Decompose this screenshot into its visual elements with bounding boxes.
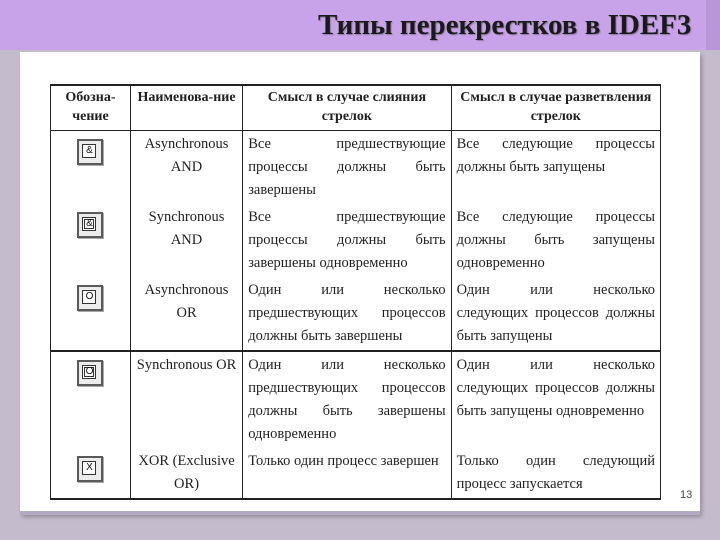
split-cell: Один или несколько следующих процессов должны быть запущены xyxy=(451,277,660,351)
junction-glyph: O xyxy=(82,290,96,304)
split-cell: Все следующие процессы должны быть запущены одновременно xyxy=(451,204,660,277)
designation-cell xyxy=(51,448,131,499)
asynchronous-or-junction-icon xyxy=(77,285,103,311)
table-row xyxy=(51,448,661,499)
table-row xyxy=(51,204,661,277)
designation-cell xyxy=(51,131,131,205)
header-split-meaning: Смысл в случае разветвления стрелок xyxy=(451,85,660,131)
header-designation: Обозна-чение xyxy=(51,85,131,131)
junction-glyph: & xyxy=(82,144,96,158)
junction-glyph: O xyxy=(82,365,96,379)
table-row xyxy=(51,351,661,448)
xor-junction-icon xyxy=(77,456,103,482)
synchronous-or-junction-icon xyxy=(77,360,103,386)
header-name: Наименова-ние xyxy=(130,85,242,131)
split-cell: Все следующие процессы должны быть запущены xyxy=(451,131,660,205)
table-row xyxy=(51,131,661,205)
designation-cell xyxy=(51,351,131,448)
header-merge-meaning: Смысл в случае слияния стрелок xyxy=(243,85,451,131)
split-cell: Только один следующий процесс запускается xyxy=(451,448,660,499)
merge-cell: Один или несколько предшествующих процессов должны быть завершены xyxy=(243,277,451,351)
panel-bottom-strip xyxy=(20,511,700,515)
slide-title: Типы перекрестков в IDEF3 xyxy=(318,9,692,41)
synchronous-and-junction-icon xyxy=(77,212,103,238)
merge-cell: Один или несколько предшествующих процессов должны быть завершены одновременно xyxy=(243,351,451,448)
designation-cell xyxy=(51,204,131,277)
merge-cell: Все предшествующие процессы должны быть завершены xyxy=(243,131,451,205)
designation-cell xyxy=(51,277,131,351)
name-cell: Asynchronous AND xyxy=(130,131,242,205)
name-cell: XOR (Exclusive OR) xyxy=(130,448,242,499)
page-number: 13 xyxy=(680,489,693,501)
merge-cell: Все предшествующие процессы должны быть завершены одновременно xyxy=(243,204,451,277)
merge-cell: Только один процесс завершен xyxy=(243,448,451,499)
asynchronous-and-junction-icon xyxy=(77,139,103,165)
junction-types-table xyxy=(50,84,661,500)
split-cell: Один или несколько следующих процессов должны быть запущены одновременно xyxy=(451,351,660,448)
name-cell: Asynchronous OR xyxy=(130,277,242,351)
name-cell: Synchronous OR xyxy=(130,351,242,448)
table-header-row xyxy=(51,85,661,131)
slide-title-bar xyxy=(0,0,720,50)
title-bar-accent xyxy=(706,0,720,50)
table-row xyxy=(51,277,661,351)
junction-glyph: X xyxy=(82,461,96,475)
name-cell: Synchronous AND xyxy=(130,204,242,277)
junction-glyph: & xyxy=(82,217,96,231)
